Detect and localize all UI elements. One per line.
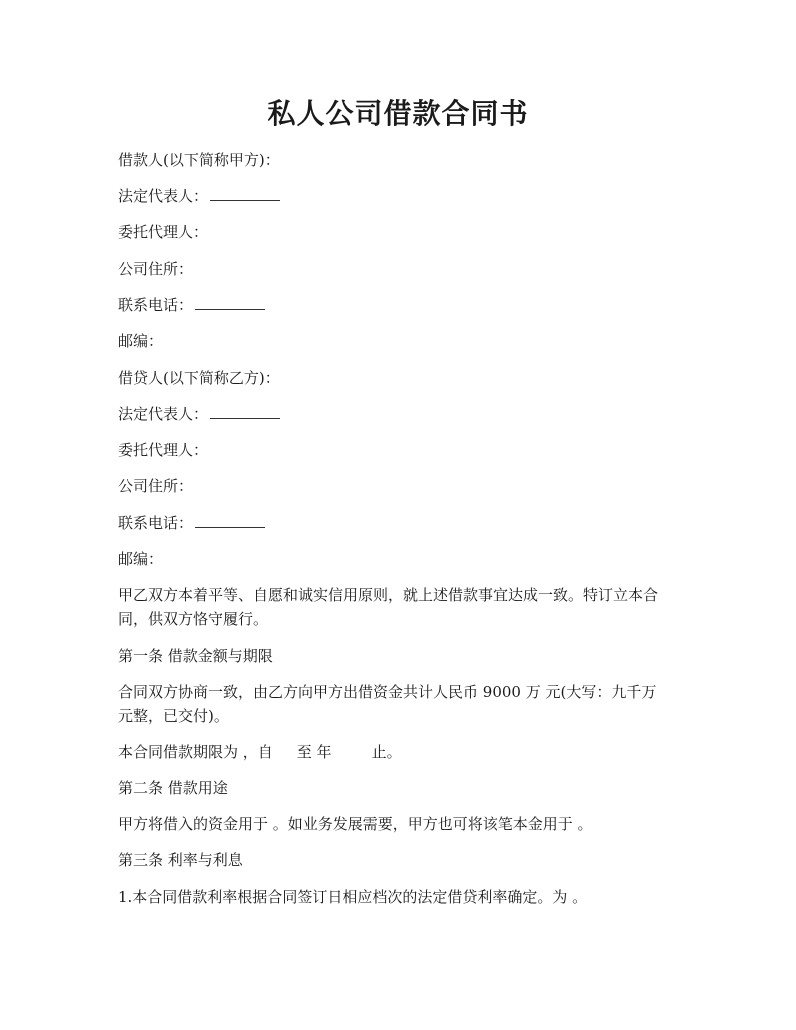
article-1-amount-line-1: 合同双方协商一致，由乙方向甲方出借资金共计人民币 9000 万 元(大写：九千万 bbox=[118, 683, 657, 701]
article-1-term-part-b: 至 年 bbox=[296, 743, 332, 761]
article-2-heading: 第二条 借款用途 bbox=[118, 779, 228, 797]
page-title: 私人公司借款合同书 bbox=[267, 97, 529, 130]
party-a-phone-row bbox=[118, 293, 684, 317]
party-b-agent: 委托代理人： bbox=[118, 441, 209, 459]
party-b-postcode: 邮编： bbox=[118, 550, 164, 568]
party-a-phone-label: 联系电话： bbox=[118, 296, 194, 314]
preamble-line-1: 甲乙双方本着平等、自愿和诚实信用原则，就上述借款事宜达成一致。特订立本合 bbox=[118, 586, 659, 604]
party-a-postcode: 邮编： bbox=[118, 332, 164, 350]
article-2-text: 甲方将借入的资金用于 。如业务发展需要，甲方也可将该笔本金用于 。 bbox=[118, 815, 593, 833]
party-b-address: 公司住所： bbox=[118, 477, 194, 495]
party-a-heading: 借款人(以下简称甲方)： bbox=[118, 151, 280, 169]
party-a-agent: 委托代理人： bbox=[118, 223, 209, 241]
party-b-heading: 借贷人(以下简称乙方)： bbox=[118, 369, 280, 387]
preamble-line-2: 同，供双方恪守履行。 bbox=[118, 610, 269, 628]
party-b-phone-label: 联系电话： bbox=[118, 514, 194, 532]
article-1-amount-line-2: 元整，已交付)。 bbox=[118, 707, 229, 725]
article-1-term-part-c: 止。 bbox=[371, 743, 402, 761]
article-3-item-1: 1.本合同借款利率根据合同签订日相应档次的法定借贷利率确定。为 。 bbox=[118, 888, 588, 906]
party-a-legal-rep-label: 法定代表人： bbox=[118, 187, 209, 205]
party-b-legal-rep-blank bbox=[210, 406, 280, 419]
party-a-legal-rep-blank bbox=[210, 188, 280, 201]
article-3-heading: 第三条 利率与利息 bbox=[118, 851, 243, 869]
party-b-legal-rep-label: 法定代表人： bbox=[118, 405, 209, 423]
party-b-legal-rep-row bbox=[118, 402, 684, 426]
article-1-term-part-a: 本合同借款期限为 ，自 bbox=[118, 743, 273, 761]
article-1-heading: 第一条 借款金额与期限 bbox=[118, 647, 273, 665]
party-b-phone-blank bbox=[195, 515, 265, 528]
party-a-address: 公司住所： bbox=[118, 260, 194, 278]
article-1-term-row bbox=[118, 740, 684, 764]
party-a-legal-rep-row bbox=[118, 184, 684, 208]
party-a-phone-blank bbox=[195, 297, 265, 310]
party-b-phone-row bbox=[118, 511, 684, 535]
